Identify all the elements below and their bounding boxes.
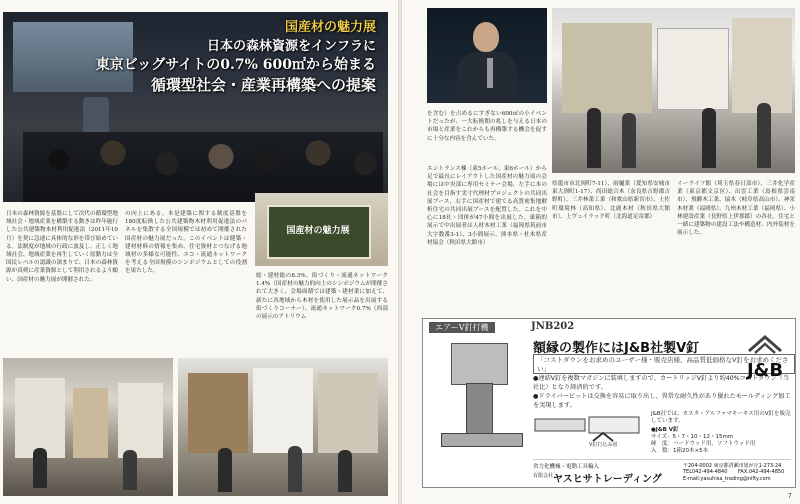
jb-logo xyxy=(745,333,785,381)
ad-bullet-1: ●連結V釘を複数マガジンに装填しますので、カートリッジV釘より約40%コストダウン（当社比）となり経済的です。 xyxy=(533,375,790,391)
spec-hardness: 硬 度：ハードウッド用、ソフトウッド用 xyxy=(651,441,756,447)
banner-photo xyxy=(255,193,388,266)
headline-line-2: 東京ビッグサイトの0.7% 600㎡から始まる xyxy=(95,57,376,73)
ad-model: JNB202 xyxy=(531,321,575,332)
nail-gun-image xyxy=(441,343,521,453)
booth-photo-left xyxy=(3,358,173,496)
speaker-photo xyxy=(427,8,547,103)
ad-subtitle: 「コストダウンをお求めのユーザー様・販売店様、高品質低価格なV釘をお求めください」 xyxy=(533,354,795,374)
company-tel: TEL042-494-4840 xyxy=(683,469,728,475)
company-name: ヤスヒサトレーディング xyxy=(553,474,662,485)
left-body-col-2: の向上にある。本是建築に関する制度基盤を180度転換した公共建築物木材利用促進法のパネルを集散する全国規模では初めて開催された国産材の魅力展だった。このイベントは健築・建材材料の情報を集め、住宅資材とつなげる地域材の多様な可能性、エコ・流通ネットワークを考える全国規模のシンポジウムとしての役割を果たした。 xyxy=(125,211,247,275)
ad-tag: エアーV釘打機 xyxy=(429,322,495,333)
page-number: 7 xyxy=(787,492,792,500)
ad-bullet-2: ●ドライバービットは交換を容易に取り出し、異常な耐久性があり優れたモールディング加工を実現します。 xyxy=(533,393,791,409)
headline-line-3: 循環型社会・産業再構築への提案 xyxy=(150,76,376,94)
booth-photo-right xyxy=(178,358,388,496)
right-body-col-1: エントランス棟（東5ホール、東6ホール）から足で最長にレイアウトした国産材の魅力展の会場には中央部に専用セミナー会場、左手に本の社会を目指す実寸代理材プロジェクトの共同出展ブース、右手に国産材で建てる高質密集地解析住宅の共同出展ブースを配置した。これを中心に18社・団体が47小間を出展した。巣箱的展示で中出展者は人材木材工業（福岡県筑前市大字数番3-1）、3小間展示、熊本県・杜木県産材協会（秋田県大館市） xyxy=(427,166,547,246)
headline-kicker: 国産材の魅力展 xyxy=(284,20,376,35)
left-body-col-3: 総・建材総の8.3%、街づくり・流通ネットワーク1.4%（国産材の魅力的向上のシンポジウムが開催されて大きく、会場面積では建築・建材業に加えて、新たに各地域から木材を使用した展示品を出展する街づくりコーナー）、流通ネットワーク0.7%（西部の展示のアトリウム xyxy=(256,273,388,321)
specs-title: ●J&B V釘 xyxy=(651,427,679,433)
banner-sign: 国産材の魅力展 xyxy=(286,226,350,236)
nail-diagram xyxy=(533,411,643,451)
company-fax: FAX.042-494-4850 xyxy=(738,469,785,475)
ad-specs xyxy=(651,427,791,455)
company-block xyxy=(533,459,791,486)
company-address: 〒204-0002 東京都清瀬市旭が丘1-273-24 xyxy=(683,463,782,469)
jb-nail-advertisement xyxy=(422,318,796,488)
company-logo-text: 有限会社 xyxy=(533,473,554,479)
ad-note: J&B社では、カスタ・アルファマキーキス用のV釘を販売しています。 xyxy=(651,411,791,424)
company-subtitle: 省力化機械・電動工具輸入 xyxy=(533,464,600,470)
left-body-col-1: 日本の森林資源を基盤にして次代の循環型地域社会・地域産業を構築する動きは昨年施行した公共建築物木材利用促進法（2011年10月）を契に急速に具体的な形を帯び始めている。法制度が地域の行政に波及し、正しく地域社会、地域産業を再生していく原動力は全国民レベルの認識の深まりで、日本の森林資源が真剣に産業資源として利用されるよう願い、国産材の魅力展が開催された。 xyxy=(6,211,118,283)
headline xyxy=(36,16,376,95)
right-body-col-3: イーライフ館（埼玉県春日部市）、三井化学産業（東京都文京区）、出雲工業（島根県雲南市）、飛騨木工業、協木（岐阜県高山市）、神栄木材業（福岡県）、九州木材工業（福岡県）、小林建設産業（長野県上伊那郡）の各社。住宅と一緒に建築物の建設工法や構造材、内外装材を展示した。 xyxy=(677,181,795,237)
diagram-label: V釘打込み図 xyxy=(589,442,618,448)
jb-brand-text: J&B xyxy=(746,360,784,381)
company-email: E-mail:yasuhisa_trading@nifty.com xyxy=(683,476,771,482)
left-page xyxy=(0,0,398,504)
spec-quantity: 入 数：1箱20本×5本 xyxy=(651,448,709,454)
seminar-photo xyxy=(3,12,388,202)
left-body-col-4: を含む）を占めるにすぎない600㎡の小イベントだったが、一大転換期の兆しを与える日本の市場と産業をこれからも再構築する機会を促すに十分な内容を含んでいた。 xyxy=(427,111,547,142)
hall-photo xyxy=(552,8,795,173)
spec-size: サイズ：5・7・10・12・15mm xyxy=(651,434,734,440)
right-body-col-2: 県龍市市北岡町7-11）、雨樋業（愛知県安城市東大渕町1-17）、尚田総合木（奈良県吉野郡吉野町）、三井林業工業（和歌山県新宮市）、土佐町環境林（高知県）、北鹿木材（秋田県大館市）、上ヴュイラック町（北海道足寄郡） xyxy=(552,181,670,220)
right-page xyxy=(402,0,800,504)
ad-title: 額縁の製作にはJ&B社製V釘 xyxy=(533,341,700,356)
headline-line-1: 日本の森林資源をインフラに xyxy=(206,39,376,54)
jb-logo-chevron-icon xyxy=(745,333,785,355)
